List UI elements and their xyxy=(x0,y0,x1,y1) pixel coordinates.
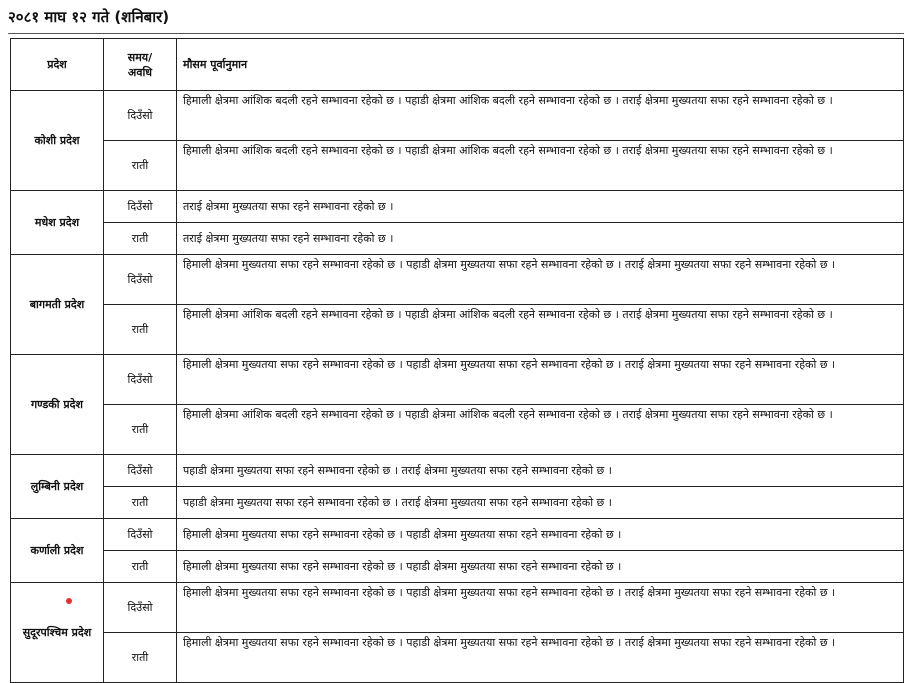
forecast-cell-night: हिमाली क्षेत्रमा आंशिक बदली रहने सम्भावना रहेको छ । पहाडी क्षेत्रमा आंशिक बदली रहने सम्भावना रहेको छ । तराई क्षेत्रमा मुख्यतया सफा रहने सम्भावना रहेको छ । xyxy=(177,405,904,455)
forecast-cell-night: हिमाली क्षेत्रमा मुख्यतया सफा रहने सम्भावना रहेको छ । पहाडी क्षेत्रमा मुख्यतया सफा रहने सम्भावना रहेको छ । xyxy=(177,551,904,583)
table-row xyxy=(11,355,904,405)
table-row xyxy=(11,141,904,191)
table-row xyxy=(11,487,904,519)
forecast-cell-night: पहाडी क्षेत्रमा मुख्यतया सफा रहने सम्भावना रहेको छ । तराई क्षेत्रमा मुख्यतया सफा रहने सम्भावना रहेको छ । xyxy=(177,487,904,519)
province-cell: लुम्बिनी प्रदेश xyxy=(11,455,104,519)
table-row xyxy=(11,455,904,487)
time-cell-night: राती xyxy=(104,405,177,455)
header-time-line2: अवधि xyxy=(127,65,153,79)
table-row xyxy=(11,551,904,583)
table-row xyxy=(11,223,904,255)
time-cell-night: राती xyxy=(104,551,177,583)
province-cell: बागमती प्रदेश xyxy=(11,255,104,355)
forecast-cell-day: हिमाली क्षेत्रमा मुख्यतया सफा रहने सम्भावना रहेको छ । पहाडी क्षेत्रमा मुख्यतया सफा रहने सम्भावना रहेको छ । xyxy=(177,519,904,551)
forecast-cell-day: हिमाली क्षेत्रमा मुख्यतया सफा रहने सम्भावना रहेको छ । पहाडी क्षेत्रमा मुख्यतया सफा रहने सम्भावना रहेको छ । तराई क्षेत्रमा मुख्यतया सफा रहने सम्भावना रहेको छ । xyxy=(177,255,904,305)
table-row xyxy=(11,255,904,305)
forecast-table xyxy=(10,38,904,683)
time-cell-night: राती xyxy=(104,223,177,255)
time-cell-day: दिउँसो xyxy=(104,455,177,487)
province-cell: गण्डकी प्रदेश xyxy=(11,355,104,455)
time-cell-day: दिउँसो xyxy=(104,583,177,633)
time-cell-day: दिउँसो xyxy=(104,191,177,223)
table-row xyxy=(11,405,904,455)
header-forecast: मौसम पूर्वानुमान xyxy=(177,39,904,91)
table-row xyxy=(11,583,904,633)
table-row xyxy=(11,519,904,551)
table-header-row xyxy=(11,39,904,91)
province-cell: मधेश प्रदेश xyxy=(11,191,104,255)
header-time-line1: समय/ xyxy=(127,50,153,64)
marker-dot xyxy=(66,598,72,604)
table-row xyxy=(11,305,904,355)
forecast-cell-day: हिमाली क्षेत्रमा मुख्यतया सफा रहने सम्भावना रहेको छ । पहाडी क्षेत्रमा मुख्यतया सफा रहने सम्भावना रहेको छ । तराई क्षेत्रमा मुख्यतया सफा रहने सम्भावना रहेको छ । xyxy=(177,583,904,633)
time-cell-day: दिउँसो xyxy=(104,355,177,405)
forecast-cell-night: हिमाली क्षेत्रमा आंशिक बदली रहने सम्भावना रहेको छ । पहाडी क्षेत्रमा आंशिक बदली रहने सम्भावना रहेको छ । तराई क्षेत्रमा मुख्यतया सफा रहने सम्भावना रहेको छ । xyxy=(177,141,904,191)
time-cell-night: राती xyxy=(104,633,177,683)
forecast-cell-day: पहाडी क्षेत्रमा मुख्यतया सफा रहने सम्भावना रहेको छ । तराई क्षेत्रमा मुख्यतया सफा रहने सम्भावना रहेको छ । xyxy=(177,455,904,487)
time-cell-day: दिउँसो xyxy=(104,519,177,551)
table-row xyxy=(11,633,904,683)
forecast-cell-night: हिमाली क्षेत्रमा आंशिक बदली रहने सम्भावना रहेको छ । पहाडी क्षेत्रमा आंशिक बदली रहने सम्भावना रहेको छ । तराई क्षेत्रमा मुख्यतया सफा रहने सम्भावना रहेको छ । xyxy=(177,305,904,355)
time-cell-day: दिउँसो xyxy=(104,255,177,305)
time-cell-night: राती xyxy=(104,487,177,519)
title-divider xyxy=(8,33,904,34)
forecast-cell-day: हिमाली क्षेत्रमा मुख्यतया सफा रहने सम्भावना रहेको छ । पहाडी क्षेत्रमा मुख्यतया सफा रहने सम्भावना रहेको छ । तराई क्षेत्रमा मुख्यतया सफा रहने सम्भावना रहेको छ । xyxy=(177,355,904,405)
page-title: २०८१ माघ १२ गते (शनिबार) xyxy=(8,8,170,26)
forecast-cell-night: तराई क्षेत्रमा मुख्यतया सफा रहने सम्भावना रहेको छ । xyxy=(177,223,904,255)
table-row xyxy=(11,191,904,223)
forecast-cell-day: हिमाली क्षेत्रमा आंशिक बदली रहने सम्भावना रहेको छ । पहाडी क्षेत्रमा आंशिक बदली रहने सम्भावना रहेको छ । तराई क्षेत्रमा मुख्यतया सफा रहने सम्भावना रहेको छ । xyxy=(177,91,904,141)
province-cell: कोशी प्रदेश xyxy=(11,91,104,191)
table-row xyxy=(11,91,904,141)
province-cell: सुदूरपश्चिम प्रदेश xyxy=(11,583,104,683)
header-time xyxy=(104,39,177,91)
time-cell-night: राती xyxy=(104,305,177,355)
header-province: प्रदेश xyxy=(11,39,104,91)
province-cell: कर्णाली प्रदेश xyxy=(11,519,104,583)
time-cell-day: दिउँसो xyxy=(104,91,177,141)
forecast-cell-night: हिमाली क्षेत्रमा मुख्यतया सफा रहने सम्भावना रहेको छ । पहाडी क्षेत्रमा मुख्यतया सफा रहने सम्भावना रहेको छ । तराई क्षेत्रमा मुख्यतया सफा रहने सम्भावना रहेको छ । xyxy=(177,633,904,683)
time-cell-night: राती xyxy=(104,141,177,191)
forecast-cell-day: तराई क्षेत्रमा मुख्यतया सफा रहने सम्भावना रहेको छ । xyxy=(177,191,904,223)
